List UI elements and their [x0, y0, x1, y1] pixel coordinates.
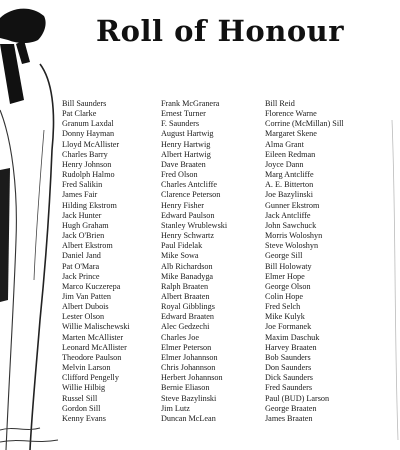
honour-name: James Fair — [62, 190, 98, 200]
honour-name: Joyce Dann — [265, 159, 304, 169]
honour-name: Clifford Pengelly — [62, 373, 119, 383]
honour-name: Frank McGranera — [161, 99, 220, 108]
honour-name: Henry Fisher — [161, 200, 204, 210]
honour-name: Corrine (McMillan) Sill — [265, 119, 344, 129]
honour-name: Florence Warne — [265, 109, 317, 119]
honour-name: Lester Olson — [62, 312, 105, 322]
honour-name: Elmer Hope — [265, 271, 305, 281]
honour-name: Jack Prince — [62, 271, 100, 281]
honour-name: Marco Kuczerepa — [62, 281, 121, 291]
names-column-1 — [62, 99, 130, 424]
honour-name: Charles Barry — [62, 149, 108, 159]
honour-name: Ralph Braaten — [161, 281, 209, 291]
honour-name: Alma Grant — [265, 139, 304, 149]
honour-name: Chris Johannson — [161, 363, 216, 373]
honour-name: Melvin Larson — [62, 363, 111, 373]
honour-name: Bill Reid — [265, 99, 295, 108]
honour-name: Mike Sowa — [161, 251, 199, 261]
honour-name: George Sill — [265, 251, 303, 261]
honour-name: Maxim Daschuk — [265, 332, 320, 342]
honour-name: Marten McAllister — [62, 332, 124, 342]
honour-name: Mike Kulyk — [265, 312, 305, 322]
honour-name: Elmer Johannson — [161, 352, 218, 362]
honour-name: Albert Dubois — [62, 302, 109, 312]
honour-name: Morris Woloshyn — [265, 231, 323, 241]
honour-name: Bill Holowaty — [265, 261, 312, 271]
honour-name: Bill Saunders — [62, 99, 107, 108]
honour-name: Fred Saunders — [265, 383, 313, 393]
honour-name: Bernie Eliason — [161, 383, 210, 393]
honour-name: Albert Ekstrom — [62, 241, 113, 251]
honour-name: Pat Clarke — [62, 109, 97, 119]
honour-name: James Braaten — [265, 413, 313, 423]
honour-name: Charles Joe — [161, 332, 199, 342]
honour-name: Alec Gedzechi — [161, 322, 210, 332]
honour-name: Paul (BUD) Larson — [265, 393, 330, 403]
honour-name: Albert Braaten — [161, 291, 210, 301]
honour-name: F. Saunders — [161, 119, 200, 129]
honour-name: Kenny Evans — [62, 413, 106, 423]
honour-name: Steve Woloshyn — [265, 241, 319, 251]
honour-name: Gordon Sill — [62, 403, 101, 413]
honour-name: August Hartwig — [161, 129, 214, 139]
honour-name: Henry Johnson — [62, 159, 112, 169]
honour-name: Ernest Turner — [161, 109, 206, 119]
honour-name: Dave Braaten — [161, 159, 206, 169]
honour-name: Alb Richardson — [161, 261, 213, 271]
honour-name: Marg Antcliffe — [265, 170, 314, 180]
honour-name: Gunner Ekstrom — [265, 200, 320, 210]
honour-name: Paul Fidelak — [161, 241, 203, 251]
honour-name: Russel Sill — [62, 393, 98, 403]
honour-name: Lloyd McAllister — [62, 139, 120, 149]
honour-name: Jack O'Brien — [62, 231, 105, 241]
honour-name: Jack Hunter — [62, 210, 102, 220]
honour-name: Harvey Braaten — [265, 342, 317, 352]
honour-name: Henry Hartwig — [161, 139, 211, 149]
honour-name: Fred Selch — [265, 302, 301, 312]
honour-name: Daniel Jand — [62, 251, 101, 261]
honour-name: Theodore Paulson — [62, 352, 122, 362]
honour-name: Rudolph Halmo — [62, 170, 115, 180]
honour-name: Jim Van Patten — [62, 291, 111, 301]
honour-name: Joe Formanek — [265, 322, 312, 332]
honour-name: George Olson — [265, 281, 311, 291]
honour-name: Willie Malischewski — [62, 322, 130, 332]
honour-name: Colin Hope — [265, 291, 303, 301]
honour-name: Margaret Skene — [265, 129, 317, 139]
honour-name: Hugh Graham — [62, 220, 109, 230]
honour-name: Clarence Peterson — [161, 190, 221, 200]
honour-name: Stanley Wrublewski — [161, 220, 228, 230]
honour-name: Elmer Peterson — [161, 342, 212, 352]
page-title: Roll of Honour — [96, 14, 345, 48]
honour-name: Jim Lutz — [161, 403, 190, 413]
honour-name: Albert Hartwig — [161, 149, 211, 159]
honour-name: Eileen Redman — [265, 149, 316, 159]
honour-name: Edward Paulson — [161, 210, 215, 220]
honour-name: A. E. Bitterton — [265, 180, 314, 190]
honour-name: Mike Banadyga — [161, 271, 214, 281]
honour-name: Duncan McLean — [161, 413, 216, 423]
names-column-3 — [265, 99, 344, 424]
honour-name: Steve Bazylinski — [161, 393, 217, 403]
honour-name: Dick Saunders — [265, 373, 313, 383]
honour-name: Leonard McAllister — [62, 342, 127, 352]
honour-name: Don Saunders — [265, 363, 312, 373]
honour-name: Fred Olson — [161, 170, 198, 180]
honour-name: Edward Braaten — [161, 312, 214, 322]
names-column-2 — [161, 99, 227, 424]
honour-name: Pat O'Mara — [62, 261, 100, 271]
honour-name: George Braaten — [265, 403, 317, 413]
honour-name: Joe Bazylinski — [265, 190, 313, 200]
honour-name: Jack Antcliffe — [265, 210, 311, 220]
honour-name: Fred Salikin — [62, 180, 103, 190]
honour-name: John Sawchuck — [265, 220, 317, 230]
honour-name: Royal Gibblings — [161, 302, 215, 312]
honour-name: Herbert Johannson — [161, 373, 223, 383]
honour-name: Donny Hayman — [62, 129, 115, 139]
honour-name: Henry Schwartz — [161, 231, 214, 241]
honour-name: Hilding Ekstrom — [62, 200, 117, 210]
honour-name: Willie Hilbig — [62, 383, 106, 393]
honour-name: Charles Antcliffe — [161, 180, 218, 190]
honour-name: Bob Saunders — [265, 352, 311, 362]
honour-name: Granum Laxdal — [62, 119, 114, 129]
